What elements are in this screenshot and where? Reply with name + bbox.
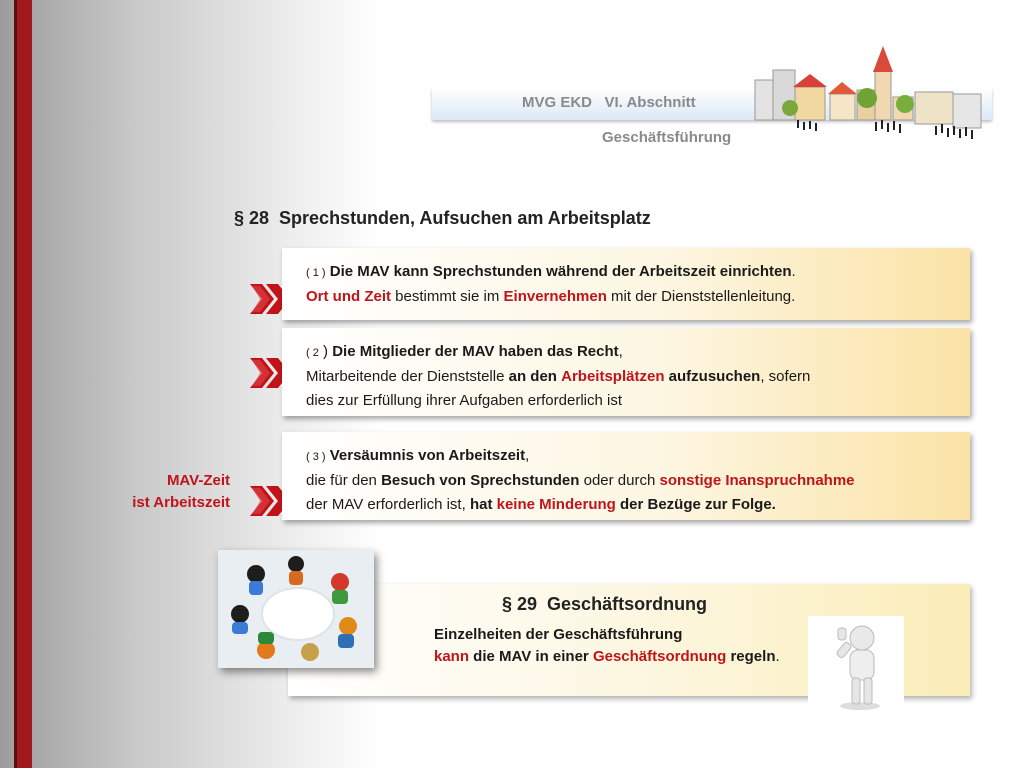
town-illustration (735, 42, 1000, 147)
thumbs-up-figure (808, 616, 904, 712)
header-subtitle: Geschäftsführung (602, 129, 732, 146)
team-photo (218, 550, 374, 668)
paragraph-2-line-2: Mitarbeitende der Dienststelle an den Arbeitsplätzen aufzusuchen, sofern (306, 368, 811, 385)
header-title: MVG EKD VI. Abschnitt (522, 94, 696, 111)
paragraph-2-line-3: dies zur Erfüllung ihrer Aufgaben erforderlich ist (306, 392, 622, 409)
paragraph-3-line-3: der MAV erforderlich ist, hat keine Minderung der Bezüge zur Folge. (306, 496, 776, 513)
paragraph-3-line-1: ( 3 ) Versäumnis von Arbeitszeit, (306, 447, 530, 464)
left-stripe (17, 0, 32, 768)
paragraph-1-line-1: ( 1 ) Die MAV kann Sprechstunden während der Arbeitszeit einrichten. (306, 263, 796, 280)
paragraph-3-line-2: die für den Besuch von Sprechstunden oder durch sonstige Inanspruchnahme (306, 472, 855, 489)
side-note-line-2: ist Arbeitszeit (132, 494, 230, 511)
paragraph-2-box (282, 328, 970, 416)
section-29-line-2: kann die MAV in einer Geschäftsordnung regeln. (434, 648, 780, 665)
paragraph-1-box (282, 248, 970, 320)
paragraph-3-box (282, 432, 970, 520)
section-29-text (434, 624, 780, 668)
section-28-title: § 28 Sprechstunden, Aufsuchen am Arbeitsplatz (234, 208, 651, 228)
paragraph-2-line-1: ( 2 ) Die Mitglieder der MAV haben das Recht, (306, 343, 623, 360)
paragraph-1-line-2: Ort und Zeit bestimmt sie im Einvernehmen mit der Dienststellenleitung. (306, 288, 796, 305)
side-note (110, 470, 230, 514)
side-note-line-1: MAV-Zeit (166, 472, 230, 489)
section-29-line-1: Einzelheiten der Geschäftsführung (434, 626, 683, 643)
section-29-title: § 29 Geschäftsordnung (502, 594, 708, 614)
